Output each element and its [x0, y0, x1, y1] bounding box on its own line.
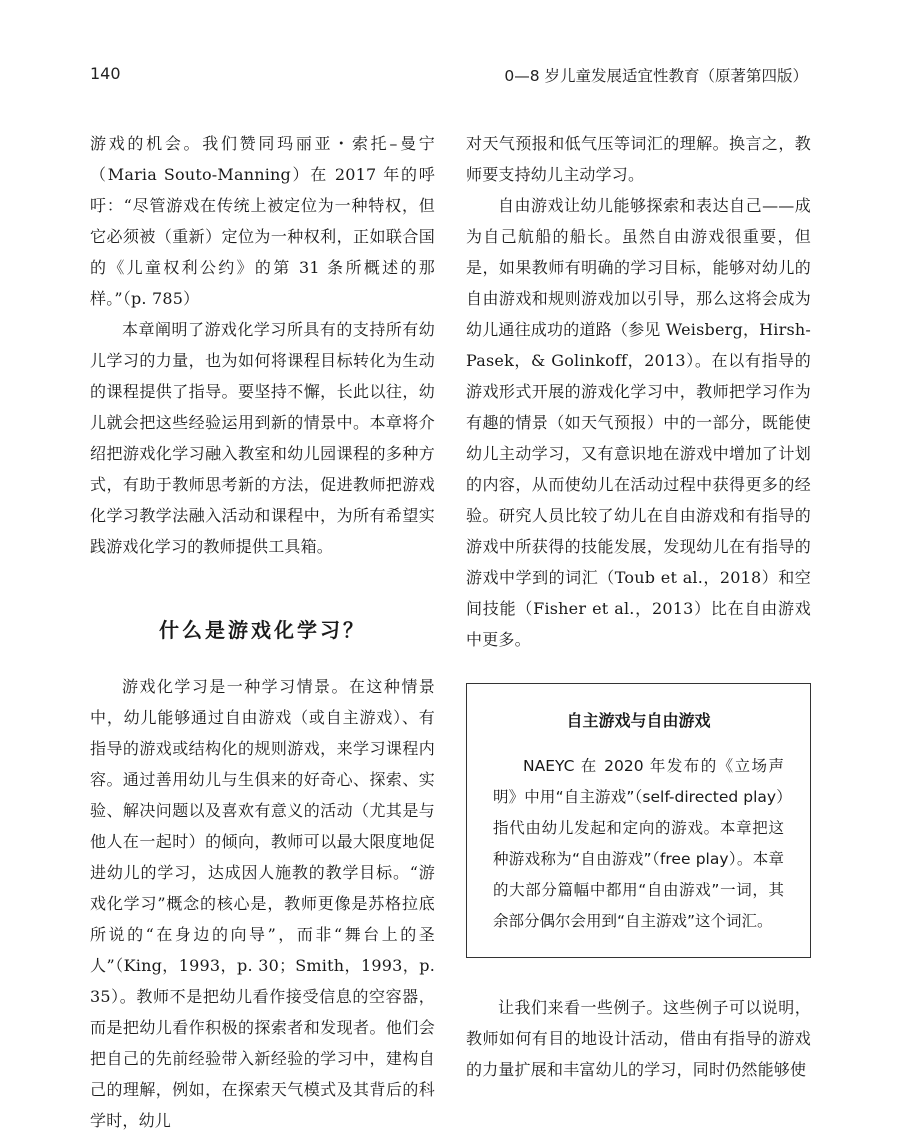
paragraph-chapter-intro: 本章阐明了游戏化学习所具有的支持所有幼儿学习的力量，也为如何将课程目标转化为生动的课程提供了指导。要坚持不懈，长此以往，幼儿就会把这些经验运用到新的情景中。本章将介绍把游戏化学习融入教室和幼儿园课程的多种方式，有助于教师思考新的方法，促进教师把游戏化学习教学法融入活动和课程中，为所有希望实践游戏化学习的教师提供工具箱。	[90, 320, 435, 556]
paragraph-definition: 游戏化学习是一种学习情景。在这种情景中，幼儿能够通过自由游戏（或自主游戏）、有指导的游戏或结构化的规则游戏，来学习课程内容。通过善用幼儿与生俱来的好奇心、探索、实验、解决问题以及喜欢有意义的活动（尤其是与他人在一起时）的倾向，教师可以最大限度地促进幼儿的学习，达成因人施教的教学目标。“游戏化学习”概念的核心是，教师更像是苏格拉底所说的“在身边的向导”，而非“舞台上的圣人”（King，1993，p. 30；Smith，1993，p. 35）。教师不是把幼儿看作接受信息的空容器，而是把幼儿看作积极的探索者和发现者。他们会把自己的先前经验带入新经验的学习中，建构自己的理解，例如，在探索天气模式及其背后的科学时，幼儿	[90, 677, 435, 1130]
paragraph-continued-right: 对天气预报和低气压等词汇的理解。换言之，教师要支持幼儿主动学习。	[466, 134, 811, 184]
running-title: 0—8 岁儿童发展适宜性教育（原著第四版）	[504, 67, 808, 85]
paragraph-examples: 让我们来看一些例子。这些例子可以说明，教师如何有目的地设计活动，借由有指导的游戏的力量扩展和丰富幼儿的学习，同时仍然能够使	[466, 998, 811, 1079]
left-column	[90, 128, 435, 1136]
sidebar-box-title: 自主游戏与自由游戏	[566, 711, 711, 730]
page-number: 140	[90, 64, 121, 83]
paragraph-free-play: 自由游戏让幼儿能够探索和表达自己——成为自己航船的船长。虽然自由游戏很重要，但是，如果教师有明确的学习目标，能够对幼儿的自由游戏和规则游戏加以引导，那么这将会成为幼儿通往成功的道路（参见 Weisberg，Hirsh-Pasek，& Golinkoff，2013）。在以有指导的游戏形式开展的游戏化学习中，教师把学习作为有趣的情景（如天气预报）中的一部分，既能使幼儿主动学习，又有意识地在游戏中增加了计划的内容，从而使幼儿在活动过程中获得更多的经验。研究人员比较了幼儿在自由游戏和有指导的游戏中所获得的技能发展，发现幼儿在有指导的游戏中学到的词汇（Toub et al.，2018）和空间技能（Fisher et al.，2013）比在自由游戏中更多。	[466, 196, 811, 649]
paragraph-continued: 游戏的机会。我们赞同玛丽亚・索托–曼宁（Maria Souto-Manning）在 2017 年的呼吁：“尽管游戏在传统上被定位为一种特权，但它必须被（重新）定位为一种权利，正如联合国的《儿童权利公约》的第 31 条所概述的那样。”（p. 785）	[90, 134, 435, 308]
sidebar-box-text: NAEYC 在 2020 年发布的《立场声明》中用“自主游戏”（self-directed play）指代由幼儿发起和定向的游戏。本章把这种游戏称为“自由游戏”（free play）。本章的大部分篇幅中都用“自由游戏”一词，其余部分偶尔会用到“自主游戏”这个词汇。	[493, 757, 784, 930]
section-heading: 什么是游戏化学习？	[159, 618, 366, 642]
right-column	[466, 128, 811, 1085]
sidebar-box	[466, 683, 811, 958]
page-header	[90, 60, 808, 88]
